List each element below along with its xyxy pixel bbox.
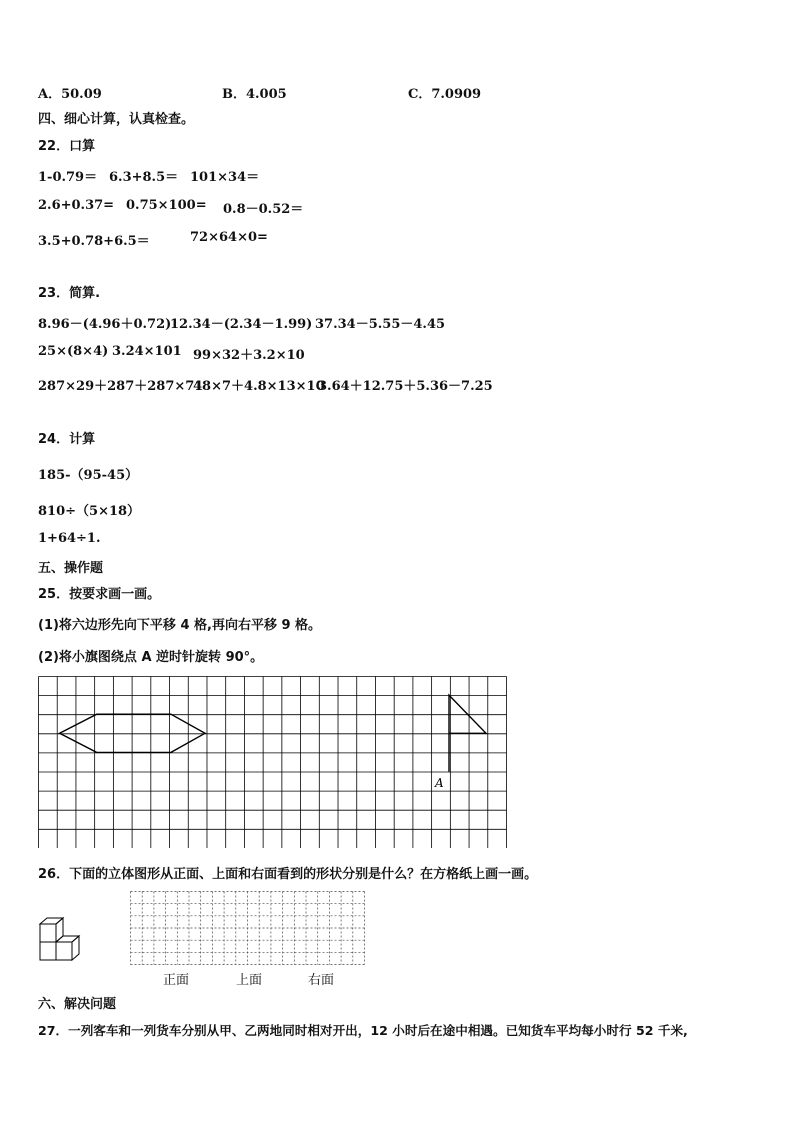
- q26-title: 26．下面的立体图形从正面、上面和右面看到的形状分别是什么？在方格纸上画一画。: [38, 867, 538, 882]
- label-top-view: 上面: [236, 973, 263, 988]
- grid-lines: [39, 677, 507, 849]
- q23-r2-c1: 25×(8×4): [38, 344, 109, 359]
- q27-text: 27．一列客车和一列货车分别从甲、乙两地同时相对开出，12 小时后在途中相遇。已知货车平均每小时行 52 千米,: [38, 1023, 688, 1038]
- q25-grid: [38, 676, 508, 848]
- q26-dashed-grid: [130, 891, 366, 966]
- q23-r1-c1: 8.96－(4.96＋0.72): [38, 317, 172, 332]
- q22-r2-c2: 0.75×100=: [126, 198, 207, 213]
- section5-heading: 五、操作题: [38, 561, 104, 576]
- option-b: B．4.005: [222, 87, 287, 102]
- q23-r1-c2: 12.34－(2.34－1.99): [170, 317, 313, 332]
- q22-r1-c2: 6.3+8.5＝: [109, 170, 179, 185]
- q22-r3-c1: 3.5+0.78+6.5＝: [38, 234, 150, 249]
- q22-r3-c2: 72×64×0=: [190, 230, 268, 245]
- label-right-view: 右面: [308, 973, 335, 988]
- q24-item-3: 1+64÷1.: [38, 531, 101, 546]
- q25-part1: (1)将六边形先向下平移 4 格,再向右平移 9 格。: [38, 618, 322, 633]
- q24-title: 24．计算: [38, 432, 96, 447]
- q23-r2-c3: 99×32＋3.2×10: [193, 348, 305, 363]
- q25-part2: (2)将小旗图绕点 A 逆时针旋转 90°。: [38, 650, 264, 665]
- cube-stack-figure: [36, 912, 92, 964]
- q22-r2-c1: 2.6+0.37=: [38, 198, 115, 213]
- q22-r2-c3: 0.8－0.52＝: [223, 202, 304, 217]
- q22-title: 22．口算: [38, 139, 96, 154]
- q22-r1-c3: 101×34＝: [190, 170, 260, 185]
- dashed-grid-lines: [131, 892, 365, 965]
- q23-r3-c3: 3.64＋12.75＋5.36－7.25: [318, 379, 493, 394]
- q23-r1-c3: 37.34－5.55－4.45: [315, 317, 446, 332]
- q23-r3-c1: 287×29＋287＋287×71: [38, 379, 204, 394]
- option-a: A．50.09: [38, 87, 102, 102]
- q23-title: 23．简算.: [38, 286, 101, 301]
- point-a-label: A: [435, 776, 444, 790]
- q24-item-2: 810÷（5×18）: [38, 504, 141, 519]
- section4-heading: 四、细心计算，认真检查。: [38, 112, 195, 127]
- q24-item-1: 185-（95-45）: [38, 468, 139, 483]
- option-c: C．7.0909: [408, 87, 482, 102]
- label-front-view: 正面: [163, 973, 190, 988]
- flag: [449, 695, 486, 771]
- q23-r2-c2: 3.24×101: [112, 344, 182, 359]
- section6-heading: 六、解决问题: [38, 997, 117, 1012]
- q23-r3-c2: 48×7＋4.8×13×10: [193, 379, 325, 394]
- q25-title: 25．按要求画一画。: [38, 587, 161, 602]
- q22-r1-c1: 1-0.79＝: [38, 170, 98, 185]
